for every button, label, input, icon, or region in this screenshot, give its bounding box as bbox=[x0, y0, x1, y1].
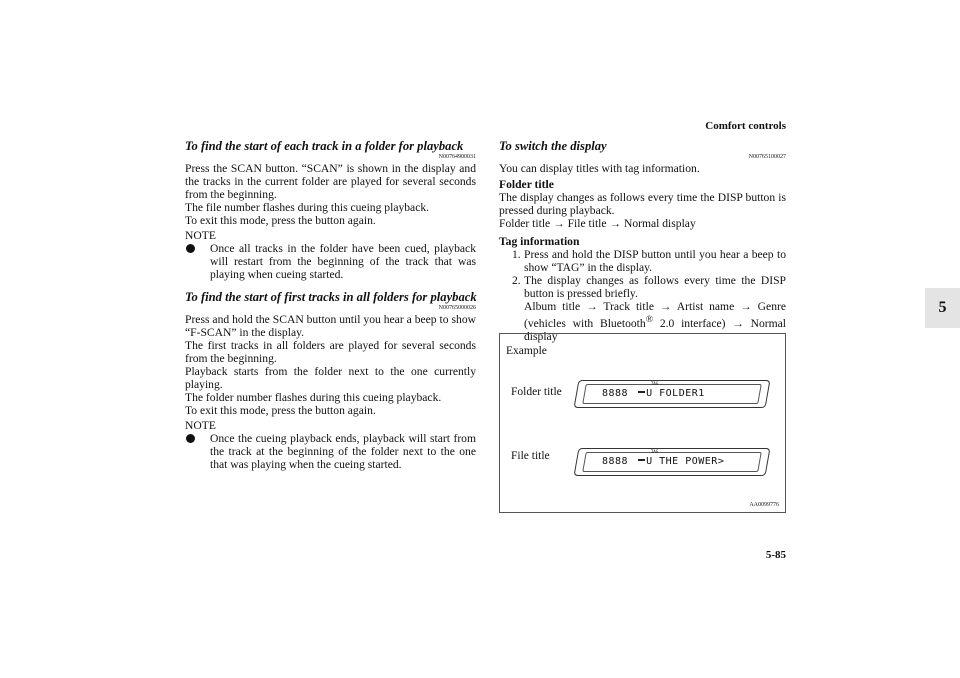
paragraph: The display changes as follows every time the DISP button is pressed during playback. bbox=[499, 191, 786, 217]
note-item bbox=[185, 432, 476, 471]
running-header: Comfort controls bbox=[705, 120, 786, 132]
figure-file-title-label: File title bbox=[511, 450, 550, 462]
lcd-number: 8888 bbox=[602, 388, 629, 399]
section-number: 5 bbox=[938, 299, 947, 316]
right-column bbox=[499, 139, 786, 343]
paragraph: To exit this mode, press the button again. bbox=[185, 404, 376, 417]
section-heading: To find the start of first tracks in all folders for playback bbox=[185, 290, 477, 304]
paragraph: Press the SCAN button. “SCAN” is shown in the display and the tracks in the current folder are played for several seconds from the beginning. bbox=[185, 162, 476, 201]
step-item bbox=[499, 248, 786, 274]
tag-indicator: TAG bbox=[651, 449, 659, 454]
sequence-text: Album title → Track title → Artist name → Genre (vehicles with Bluetooth bbox=[524, 300, 786, 330]
section-code: N00765100027 bbox=[748, 154, 786, 160]
note-text: Once the cueing playback ends, playback will start from the track at the beginning of the folder next to the one that was playing when the cueing started. bbox=[210, 432, 476, 471]
paragraph: The first tracks in all folders are played for several seconds from the beginning. bbox=[185, 339, 476, 365]
bullet-icon bbox=[186, 244, 195, 253]
registered-mark: ® bbox=[645, 314, 654, 325]
section-tab bbox=[925, 288, 960, 328]
subheading: Tag information bbox=[499, 235, 580, 248]
step-text: Press and hold the DISP button until you hear a beep to show “TAG” in the display. bbox=[524, 248, 786, 274]
sequence-text: Folder title → File title → Normal display bbox=[499, 217, 696, 230]
paragraph: Playback starts from the folder next to the one currently playing. bbox=[185, 365, 476, 391]
left-column bbox=[185, 139, 476, 471]
folder-indicator-icon bbox=[638, 391, 645, 396]
figure-code: AA0099776 bbox=[749, 502, 779, 508]
figure-folder-title-label: Folder title bbox=[511, 386, 562, 398]
bullet-icon bbox=[186, 434, 195, 443]
step-number: 2. bbox=[512, 274, 521, 287]
example-figure bbox=[499, 333, 786, 513]
section-code: N00765000026 bbox=[438, 305, 476, 311]
note-text: Once all tracks in the folder have been cued, playback will restart from the beginning of the track that was playing when cueing started. bbox=[210, 242, 476, 281]
step-text: The display changes as follows every time the DISP button is pressed briefly. bbox=[524, 274, 786, 300]
section-code: N00764900031 bbox=[438, 154, 476, 160]
section-heading: To switch the display bbox=[499, 139, 607, 153]
paragraph: You can display titles with tag information. bbox=[499, 162, 700, 175]
paragraph: The folder number flashes during this cueing playback. bbox=[185, 391, 442, 404]
paragraph: The file number flashes during this cueing playback. bbox=[185, 201, 430, 214]
folder-indicator-icon bbox=[638, 459, 645, 464]
note-label: NOTE bbox=[185, 419, 216, 432]
lcd-text: U THE POWER> bbox=[646, 456, 725, 467]
figure-example-label: Example bbox=[506, 345, 547, 357]
lcd-display-folder bbox=[576, 380, 768, 408]
section-heading: To find the start of each track in a folder for playback bbox=[185, 139, 464, 153]
paragraph: Press and hold the SCAN button until you hear a beep to show “F-SCAN” in the display. bbox=[185, 313, 476, 339]
subheading: Folder title bbox=[499, 178, 554, 191]
sequence-text: 2.0 interface) → Normal display bbox=[524, 316, 786, 343]
lcd-text: U FOLDER1 bbox=[646, 388, 705, 399]
lcd-display-file bbox=[576, 448, 768, 476]
paragraph: To exit this mode, press the button again. bbox=[185, 214, 376, 227]
page-number: 5-85 bbox=[765, 549, 786, 561]
tag-indicator: TAG bbox=[651, 381, 659, 386]
lcd-number: 8888 bbox=[602, 456, 629, 467]
note-label: NOTE bbox=[185, 229, 216, 242]
note-item bbox=[185, 242, 476, 281]
step-number: 1. bbox=[512, 248, 521, 261]
